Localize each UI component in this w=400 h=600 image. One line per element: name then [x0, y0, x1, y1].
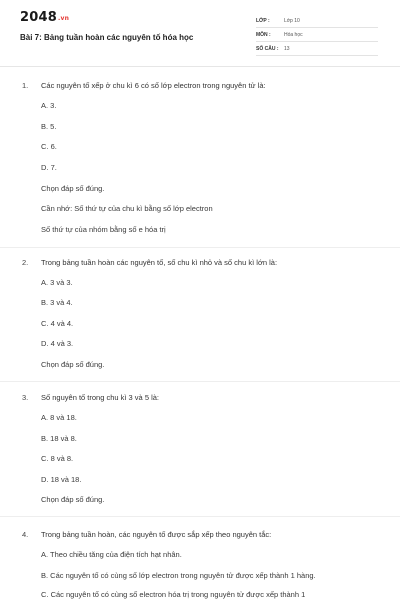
question-2-prompt: Chọn đáp số đúng.	[41, 360, 105, 369]
question-1-text: Các nguyên tố xếp ở chu kì 6 có số lớp electron trong nguyên tử là:	[41, 81, 266, 90]
question-2-option-b[interactable]: B. 3 và 4.	[41, 298, 73, 307]
question-3-option-c[interactable]: C. 8 và 8.	[41, 454, 74, 463]
question-2-option-c[interactable]: C. 4 và 4.	[41, 319, 74, 328]
question-separator	[0, 381, 400, 382]
question-2-option-a[interactable]: A. 3 và 3.	[41, 278, 73, 287]
question-1-note-2: Số thứ tự của nhóm bằng số e hóa trị	[41, 225, 166, 234]
question-3-number: 3.	[22, 393, 29, 402]
logo-suffix: .vn	[57, 15, 70, 22]
question-separator	[0, 516, 400, 517]
question-1-option-c[interactable]: C. 6.	[41, 142, 57, 151]
question-2-option-d[interactable]: D. 4 và 3.	[41, 339, 74, 348]
logo-text: 2048	[20, 10, 57, 25]
question-4-option-b[interactable]: B. Các nguyên tố có cùng số lớp electron trong nguyên tử được xếp thành 1 hàng.	[41, 571, 316, 580]
question-4-number: 4.	[22, 530, 29, 539]
question-3-option-d[interactable]: D. 18 và 18.	[41, 475, 82, 484]
meta-class-value: Lớp 10	[284, 18, 300, 24]
meta-subject	[256, 29, 378, 42]
meta-subject-value: Hóa học	[284, 32, 303, 38]
question-2-text: Trong bảng tuần hoàn các nguyên tố, số chu kì nhỏ và số chu kì lớn là:	[41, 258, 278, 267]
question-2-number: 2.	[22, 258, 29, 267]
question-4-option-a[interactable]: A. Theo chiều tăng của điện tích hạt nhân.	[41, 550, 182, 559]
meta-class	[256, 15, 378, 28]
question-4-option-c[interactable]: C. Các nguyên tố có cùng số electron hóa trị trong nguyên tử được xếp thành 1	[41, 590, 306, 599]
question-1-note-1: Cần nhớ: Số thứ tự của chu kì bằng số lớp electron	[41, 204, 213, 213]
page-header	[0, 0, 400, 66]
meta-subject-label: MÔN :	[256, 32, 271, 38]
question-4-text: Trong bảng tuần hoàn, các nguyên tố được sắp xếp theo nguyên tắc:	[41, 530, 272, 539]
question-1-option-b[interactable]: B. 5.	[41, 122, 57, 131]
question-1-option-d[interactable]: D. 7.	[41, 163, 57, 172]
question-3-prompt: Chọn đáp số đúng.	[41, 495, 105, 504]
question-1-prompt: Chọn đáp số đúng.	[41, 184, 105, 193]
meta-count-label: SỐ CÂU :	[256, 46, 279, 52]
meta-count	[256, 43, 378, 56]
lesson-title: Bài 7: Bảng tuần hoàn các nguyên tố hóa học	[20, 33, 194, 42]
question-3-option-a[interactable]: A. 8 và 18.	[41, 413, 77, 422]
question-1-option-a[interactable]: A. 3.	[41, 101, 57, 110]
meta-count-value: 13	[284, 46, 290, 52]
question-separator	[0, 247, 400, 248]
question-3-option-b[interactable]: B. 18 và 8.	[41, 434, 77, 443]
header-divider	[0, 66, 400, 67]
site-logo[interactable]	[20, 10, 69, 25]
meta-class-label: LỚP :	[256, 18, 270, 24]
question-3-text: Số nguyên tố trong chu kì 3 và 5 là:	[41, 393, 159, 402]
question-1-number: 1.	[22, 81, 29, 90]
